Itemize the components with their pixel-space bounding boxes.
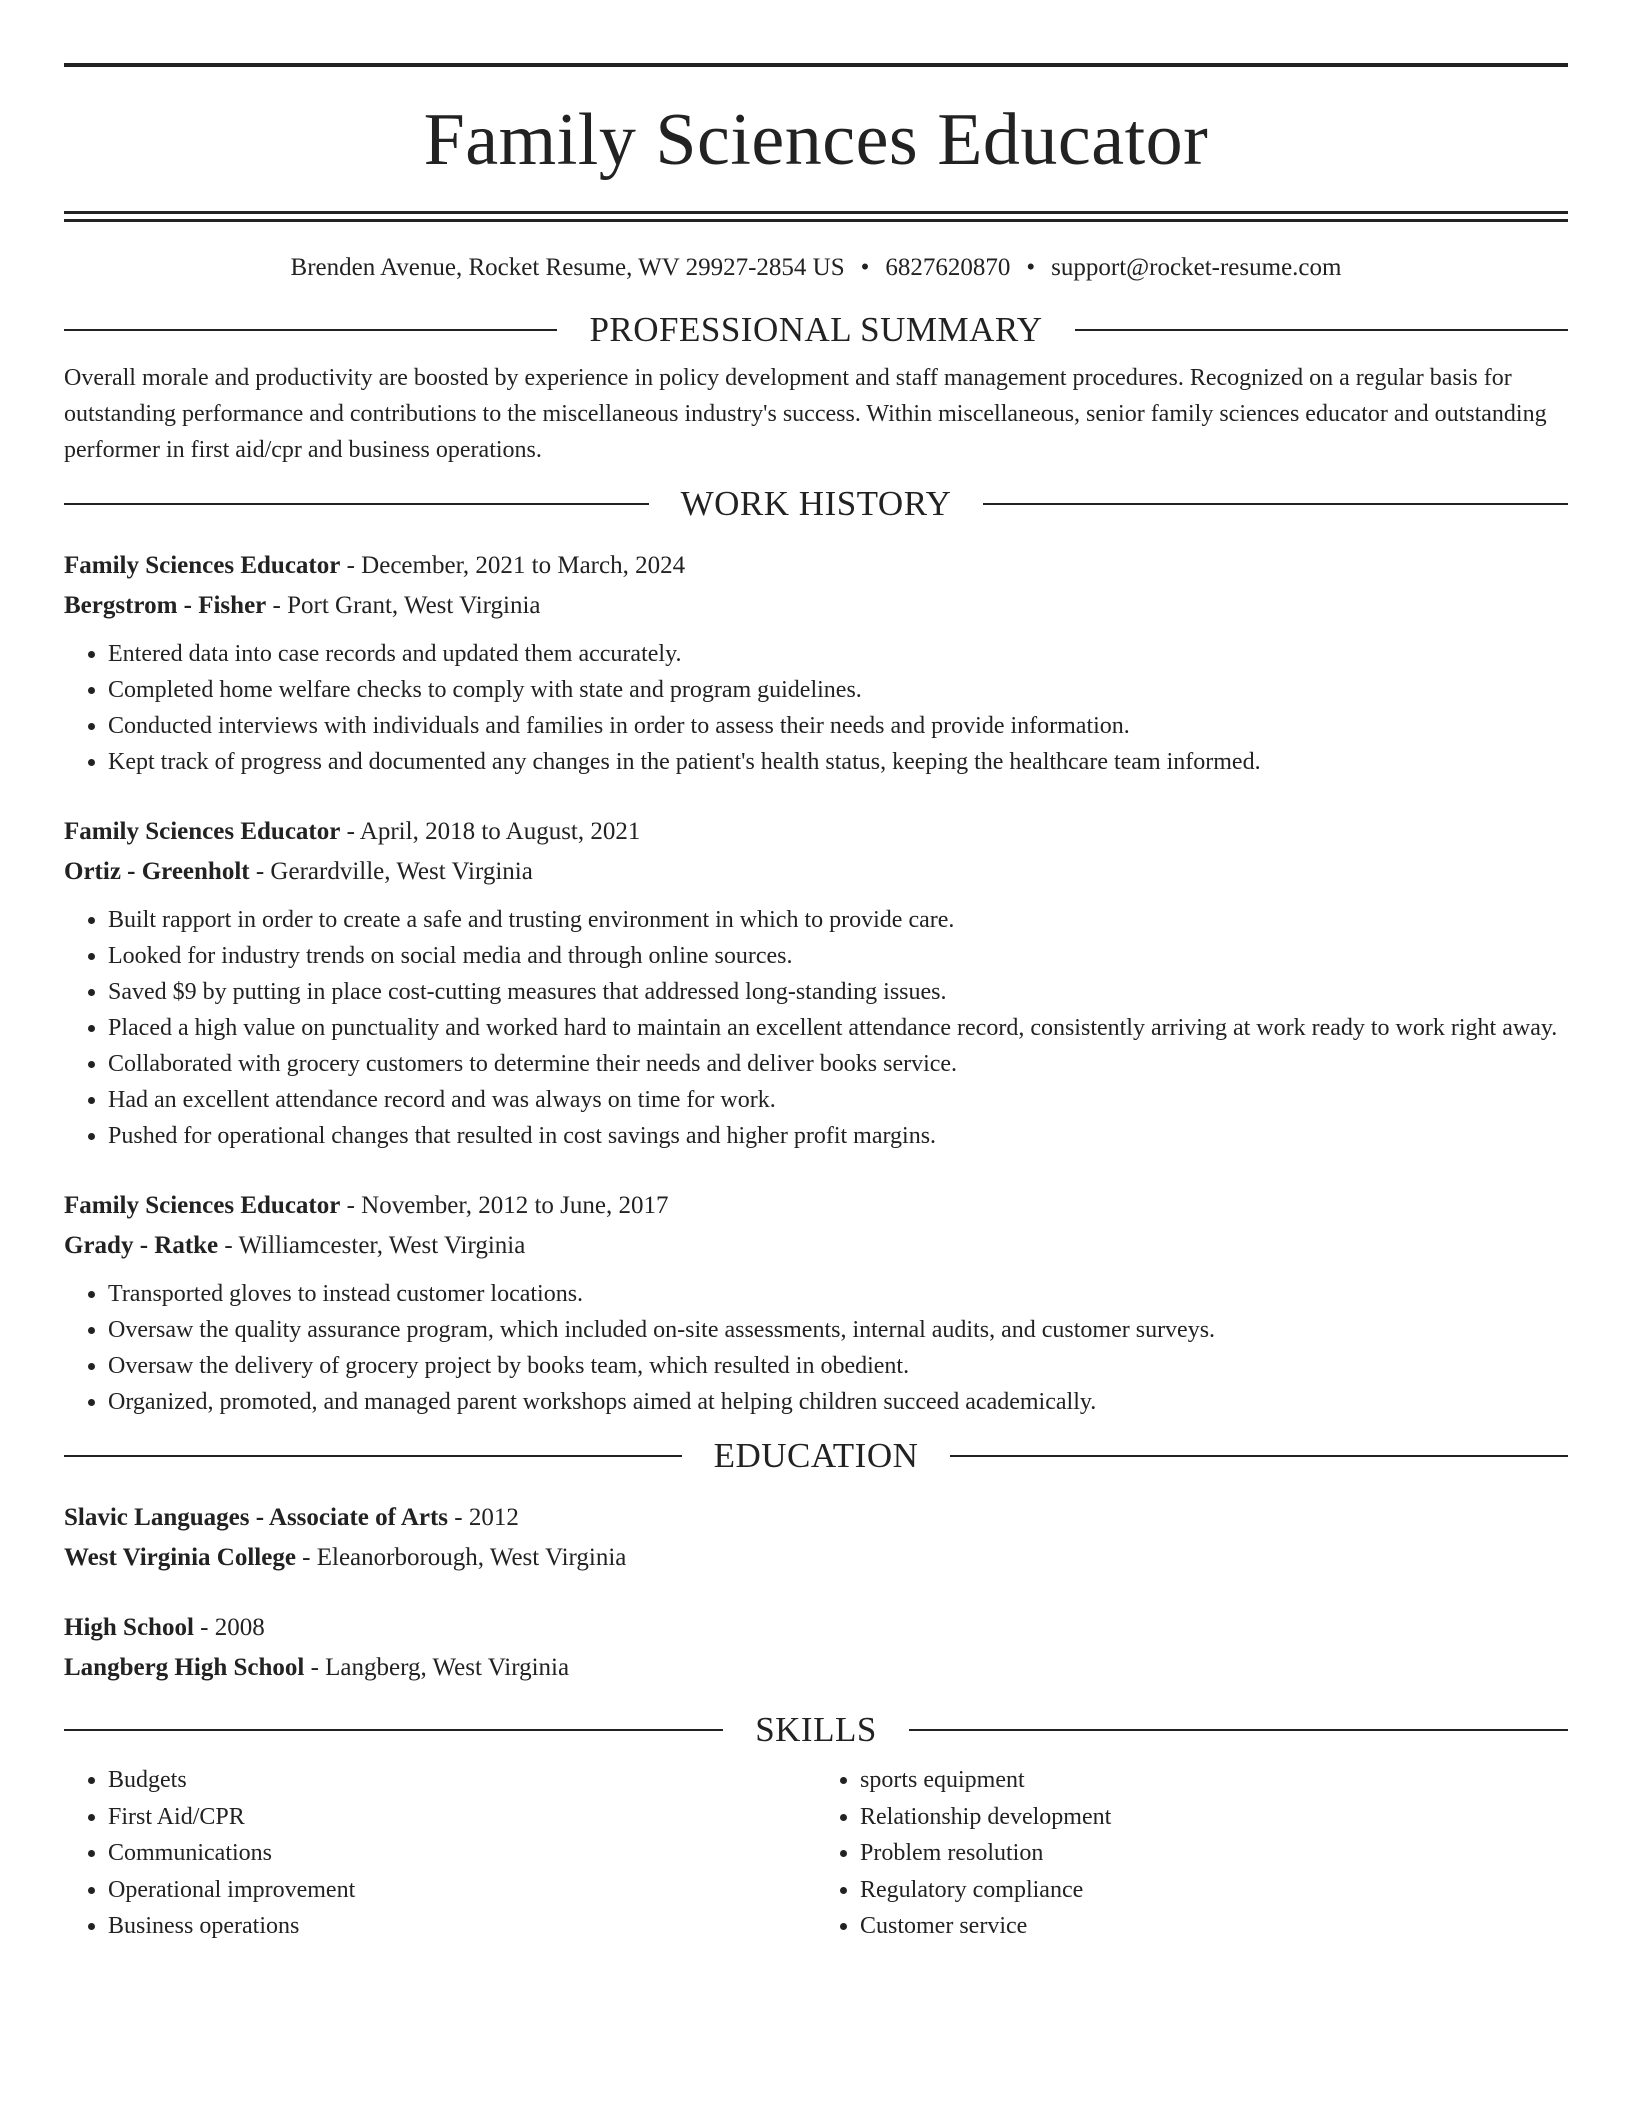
job-location: - Gerardville, West Virginia [249,858,533,885]
section-title: PROFESSIONAL SUMMARY [589,310,1043,349]
list-item: • Had an excellent attendance record and was always on time for work. [108,1082,1568,1118]
contact-separator: • [1026,254,1036,281]
contact-phone: 6827620870 [885,254,1011,281]
job-company: Bergstrom - Fisher [64,592,267,619]
heading-rule [64,503,649,505]
heading-rule [909,1729,1568,1731]
job-title: Family Sciences Educator [64,1192,341,1219]
heading-rule [1075,329,1568,331]
list-item: • Kept track of progress and documented any changes in the patient's health status, keeping the healthcare team informed. [108,744,1568,780]
list-item: • Completed home welfare checks to comply with state and program guidelines. [108,672,1568,708]
heading-rule [64,1455,682,1457]
heading-rule [983,503,1568,505]
heading-rule [950,1455,1568,1457]
job-title: Family Sciences Educator [64,552,341,579]
list-item: • Conducted interviews with individuals and families in order to assess their needs and provide information. [108,708,1568,744]
skill-item: • Relationship development [860,1799,1568,1836]
contact-separator: • [860,254,870,281]
job-company: Grady - Ratke [64,1232,219,1259]
section-heading-work [64,484,1568,524]
job-entry [64,546,1568,780]
skills-column-right [816,1762,1568,1945]
heading-rule [64,329,557,331]
school-line [64,1538,1568,1578]
education-entry [64,1498,1568,1578]
skill-item: • First Aid/CPR [108,1799,816,1836]
job-title-line [64,1186,1568,1226]
heading-rule [64,1729,723,1731]
degree-year: - 2012 [448,1504,519,1531]
list-item: • Saved $9 by putting in place cost-cutting measures that addressed long-standing issues. [108,974,1568,1010]
skill-item: • Problem resolution [860,1835,1568,1872]
contact-email: support@rocket-resume.com [1051,254,1342,281]
skill-item: • Business operations [108,1908,816,1945]
school-location: - Eleanorborough, West Virginia [295,1544,627,1571]
section-heading-education [64,1436,1568,1476]
job-title-line [64,546,1568,586]
skill-item: • Customer service [860,1908,1568,1945]
section-title: SKILLS [755,1710,877,1749]
section-title: WORK HISTORY [680,484,952,523]
skills-list [64,1762,1568,1945]
skill-item: • Budgets [108,1762,816,1799]
job-bullets [64,902,1568,1154]
skill-item: • sports equipment [860,1762,1568,1799]
school-name: West Virginia College [64,1544,296,1571]
skill-item: • Communications [108,1835,816,1872]
section-heading-skills [64,1710,1568,1750]
list-item: • Collaborated with grocery customers to determine their needs and deliver books service. [108,1046,1568,1082]
education-entry [64,1608,1568,1688]
job-company-line [64,852,1568,892]
list-item: • Looked for industry trends on social media and through online sources. [108,938,1568,974]
school-line [64,1648,1568,1688]
job-bullets [64,636,1568,780]
job-title-line [64,812,1568,852]
list-item: • Oversaw the delivery of grocery project by books team, which resulted in obedient. [108,1348,1568,1384]
job-entry [64,812,1568,1154]
job-company: Ortiz - Greenholt [64,858,250,885]
list-item: • Entered data into case records and updated them accurately. [108,636,1568,672]
degree-name: Slavic Languages - Associate of Arts [64,1504,449,1531]
skills-column-left [64,1762,816,1945]
skill-item: • Operational improvement [108,1872,816,1909]
job-company-line [64,586,1568,626]
resume-title: Family Sciences Educator [423,99,1209,181]
contact-line [64,252,1568,284]
list-item: • Placed a high value on punctuality and worked hard to maintain an excellent attendance record, consistently arriving at work ready to work right away. [108,1010,1568,1046]
job-dates: - April, 2018 to August, 2021 [340,818,641,845]
job-bullets [64,1276,1568,1420]
job-dates: - November, 2012 to June, 2017 [340,1192,669,1219]
resume-page [64,63,1568,1945]
top-rule [64,63,1568,67]
list-item: • Transported gloves to instead customer locations. [108,1276,1568,1312]
section-title: EDUCATION [713,1436,919,1475]
degree-name: High School [64,1614,194,1641]
summary-text: Overall morale and productivity are boosted by experience in policy development and staff management procedures. Recognized on a regular basis for outstanding performance and contributions to the miscellaneous industry's success. Within miscellaneous, senior family sciences educator and outstanding performer in first aid/cpr and business operations. [64,365,1547,463]
skill-item: • Regulatory compliance [860,1872,1568,1909]
job-location: - Port Grant, West Virginia [266,592,541,619]
degree-line [64,1498,1568,1538]
list-item: • Organized, promoted, and managed parent workshops aimed at helping children succeed academically. [108,1384,1568,1420]
list-item: • Oversaw the quality assurance program, which included on-site assessments, internal audits, and customer surveys. [108,1312,1568,1348]
job-location: - Williamcester, West Virginia [218,1232,526,1259]
degree-line [64,1608,1568,1648]
list-item: • Built rapport in order to create a safe and trusting environment in which to provide care. [108,902,1568,938]
job-dates: - December, 2021 to March, 2024 [340,552,686,579]
double-rule [64,211,1568,222]
school-location: - Langberg, West Virginia [304,1654,570,1681]
job-company-line [64,1226,1568,1266]
list-item: • Pushed for operational changes that resulted in cost savings and higher profit margins. [108,1118,1568,1154]
section-heading-summary [64,310,1568,350]
degree-year: - 2008 [193,1614,265,1641]
contact-address: Brenden Avenue, Rocket Resume, WV 29927-2854 US [290,254,845,281]
job-entry [64,1186,1568,1420]
school-name: Langberg High School [64,1654,305,1681]
job-title: Family Sciences Educator [64,818,341,845]
